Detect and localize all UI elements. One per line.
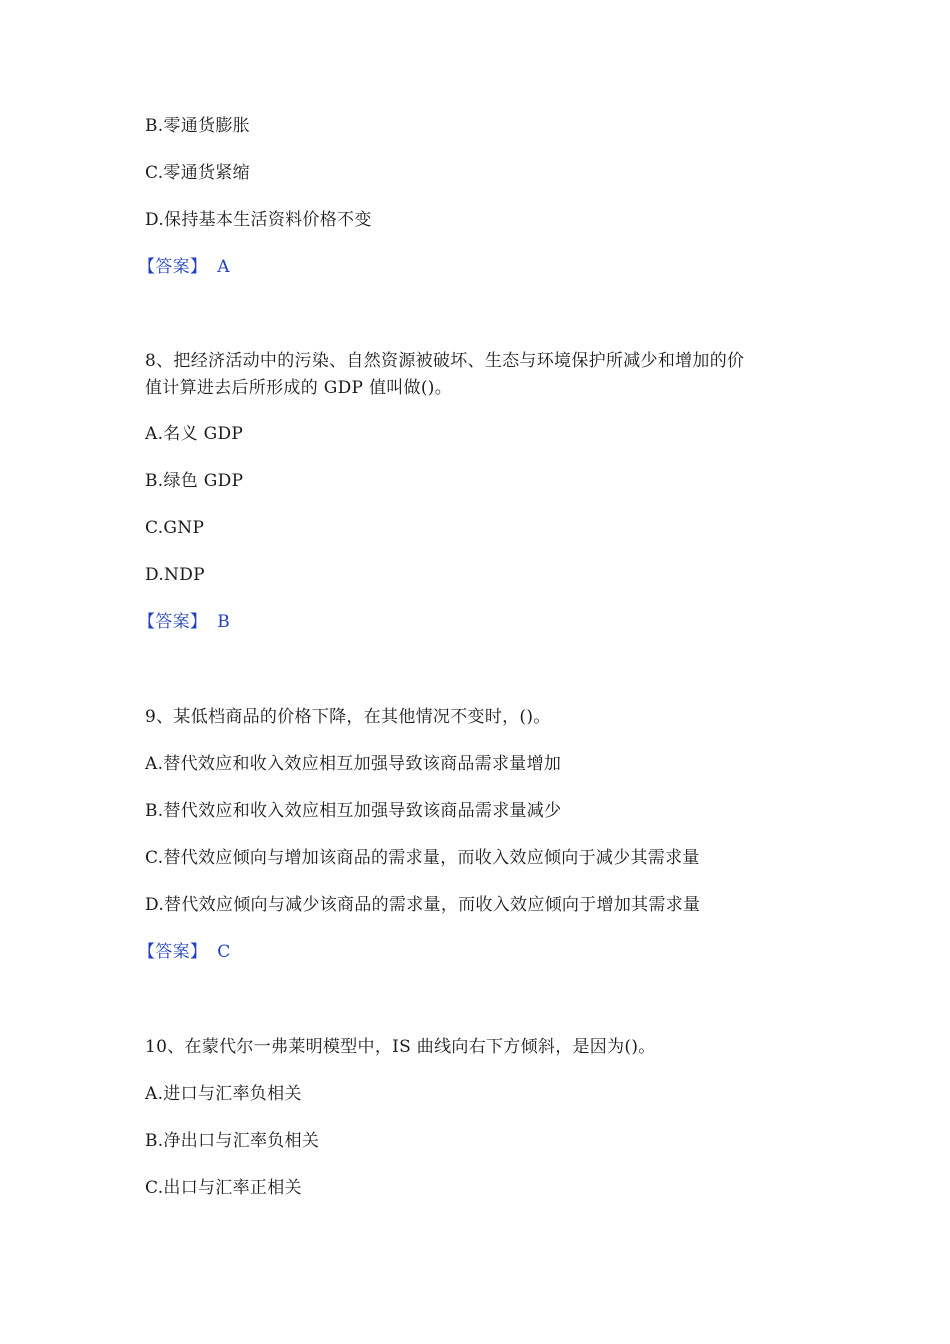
q9-option-c: C.替代效应倾向与增加该商品的需求量，而收入效应倾向于减少其需求量	[145, 848, 700, 868]
q8-question-line1: 8、把经济活动中的污染、自然资源被破坏、生态与环境保护所减少和增加的价	[145, 351, 745, 371]
q8-option-b: B.绿色 GDP	[145, 471, 244, 491]
answer-label: 【答案】	[138, 942, 208, 962]
q7-option-b: B.零通货膨胀	[145, 116, 250, 136]
q7-option-c: C.零通货紧缩	[145, 163, 250, 183]
q10-question: 10、在蒙代尔一弗莱明模型中，IS 曲线向右下方倾斜，是因为()。	[145, 1037, 656, 1057]
q8-question-line2: 值计算进去后所形成的 GDP 值叫做()。	[145, 378, 453, 398]
q7-option-d: D.保持基本生活资料价格不变	[145, 210, 372, 230]
q10-option-c: C.出口与汇率正相关	[145, 1178, 302, 1198]
answer-key: B	[217, 612, 230, 632]
q9-answer	[138, 941, 231, 963]
answer-key: C	[217, 942, 231, 962]
q7-answer	[138, 256, 230, 278]
q10-option-b: B.净出口与汇率负相关	[145, 1131, 320, 1151]
q8-option-d: D.NDP	[145, 565, 205, 585]
q8-option-a: A.名义 GDP	[145, 424, 244, 444]
q9-option-b: B.替代效应和收入效应相互加强导致该商品需求量减少	[145, 801, 562, 821]
q8-answer	[138, 611, 230, 633]
answer-label: 【答案】	[138, 257, 208, 277]
q10-option-a: A.进口与汇率负相关	[145, 1084, 302, 1104]
answer-key: A	[217, 257, 230, 277]
q9-option-d: D.替代效应倾向与减少该商品的需求量，而收入效应倾向于增加其需求量	[145, 895, 701, 915]
q8-option-c: C.GNP	[145, 518, 205, 538]
q9-option-a: A.替代效应和收入效应相互加强导致该商品需求量增加	[145, 754, 562, 774]
q9-question: 9、某低档商品的价格下降，在其他情况不变时，()。	[145, 707, 551, 727]
answer-label: 【答案】	[138, 612, 208, 632]
